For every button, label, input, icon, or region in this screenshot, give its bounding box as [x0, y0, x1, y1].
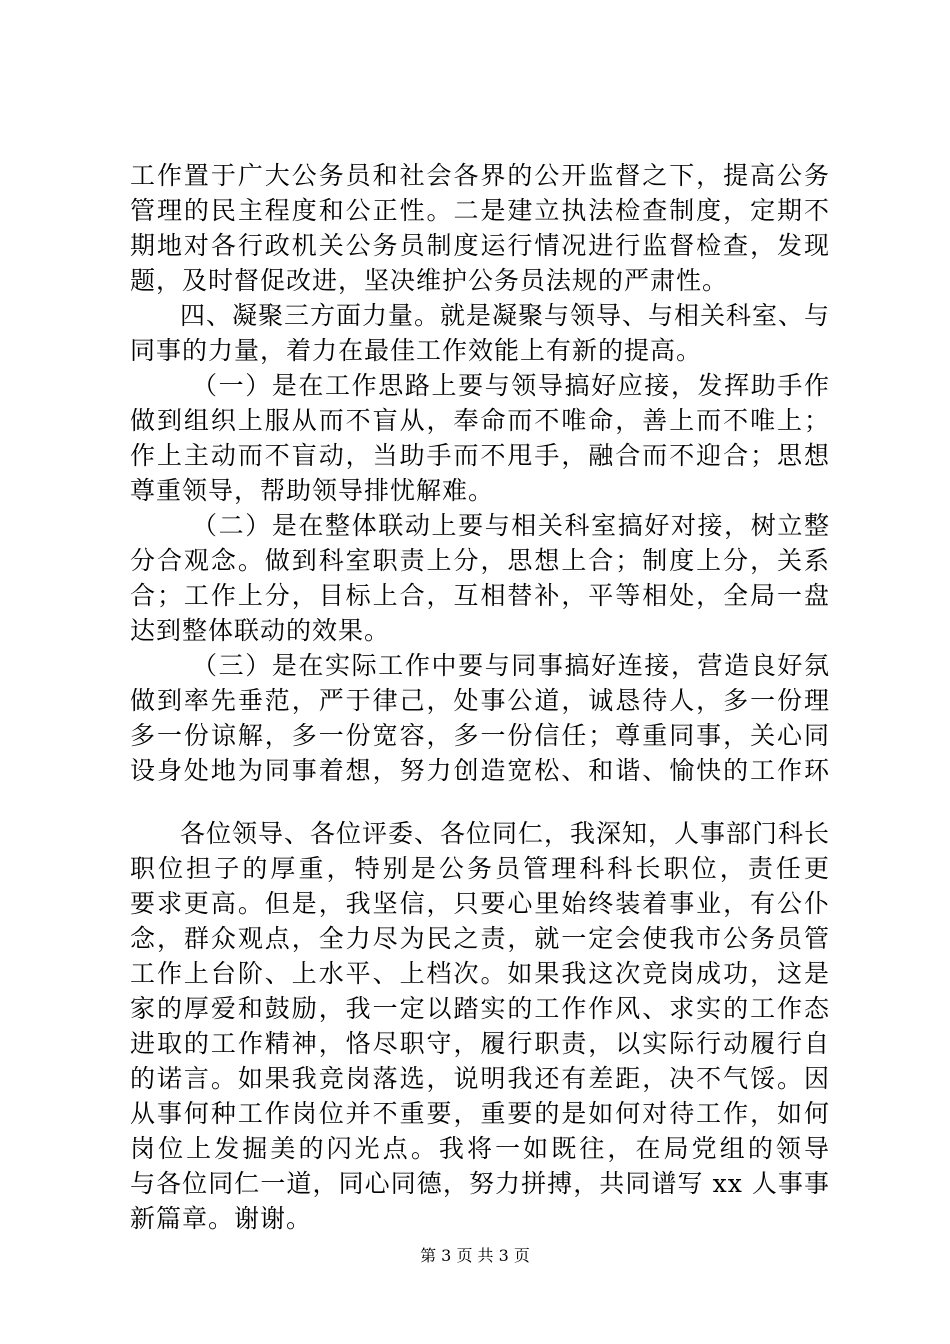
text-line: 岗位上发掘美的闪光点。我将一如既往，在局党组的领导	[130, 1134, 830, 1163]
text-line: 工作置于广大公务员和社会各界的公开监督之下，提高公务	[130, 161, 830, 190]
text-line: 家的厚爱和鼓励，我一定以踏实的工作作风、求实的工作态	[130, 994, 830, 1023]
subsection-line: （二）是在整体联动上要与相关科室搞好对接，树立整	[192, 511, 830, 540]
text-line: 分合观念。做到科室职责上分，思想上合；制度上分，关系	[130, 546, 830, 575]
text-line: 达到整体联动的效果。	[130, 616, 391, 645]
text-line: 工作上台阶、上水平、上档次。如果我这次竞岗成功，这是	[130, 959, 830, 988]
text-line: 题，及时督促改进，坚决维护公务员法规的严肃性。	[130, 266, 729, 295]
text-line: 职位担子的厚重，特别是公务员管理科科长职位，责任更	[130, 854, 830, 883]
section-heading-line: 四、凝聚三方面力量。就是凝聚与领导、与相关科室、与	[180, 301, 830, 330]
text-line: 新篇章。谢谢。	[130, 1204, 313, 1233]
closing-paragraph-line: 各位领导、各位评委、各位同仁，我深知，人事部门科长	[180, 819, 830, 848]
text-line: 要求更高。但是，我坚信，只要心里始终装着事业，有公仆	[130, 889, 830, 918]
text-line: 多一份谅解，多一份宽容，多一份信任；尊重同事，关心同	[130, 721, 830, 750]
text-line: 设身处地为同事着想，努力创造宽松、和谐、愉快的工作环	[130, 756, 830, 785]
document-body	[130, 158, 830, 1236]
text-line: 的诺言。如果我竞岗落选，说明我还有差距，决不气馁。因	[130, 1064, 830, 1093]
text-line: 与各位同仁一道，同心同德，努力拼搏，共同谱写 xx 人事事	[130, 1169, 830, 1198]
text-line: 同事的力量，着力在最佳工作效能上有新的提高。	[130, 336, 703, 365]
text-line: 尊重领导，帮助领导排忧解难。	[130, 476, 495, 505]
subsection-line: （三）是在实际工作中要与同事搞好连接，营造良好氛	[192, 651, 830, 680]
text-line: 合；工作上分，目标上合，互相替补，平等相处，全局一盘	[130, 581, 830, 610]
text-line: 作上主动而不盲动，当助手而不甩手，融合而不迎合；思想	[130, 441, 830, 470]
text-line: 进取的工作精神，恪尽职守，履行职责，以实际行动履行自	[130, 1029, 830, 1058]
text-line: 做到组织上服从而不盲从，奉命而不唯命，善上而不唯上；	[130, 406, 830, 435]
text-line: 从事何种工作岗位并不重要，重要的是如何对待工作，如何	[130, 1099, 830, 1128]
subsection-line: （一）是在工作思路上要与领导搞好应接，发挥助手作	[192, 371, 830, 400]
page-footer: 第 3 页 共 3 页	[420, 1246, 530, 1265]
text-line: 做到率先垂范，严于律己，处事公道，诚恳待人，多一份理	[130, 686, 830, 715]
text-line: 念，群众观点，全力尽为民之责，就一定会使我市公务员管	[130, 924, 830, 953]
text-line: 期地对各行政机关公务员制度运行情况进行监督检查，发现	[130, 231, 830, 260]
text-line: 管理的民主程度和公正性。二是建立执法检查制度，定期不	[130, 196, 830, 225]
paragraph-gap	[130, 788, 830, 816]
